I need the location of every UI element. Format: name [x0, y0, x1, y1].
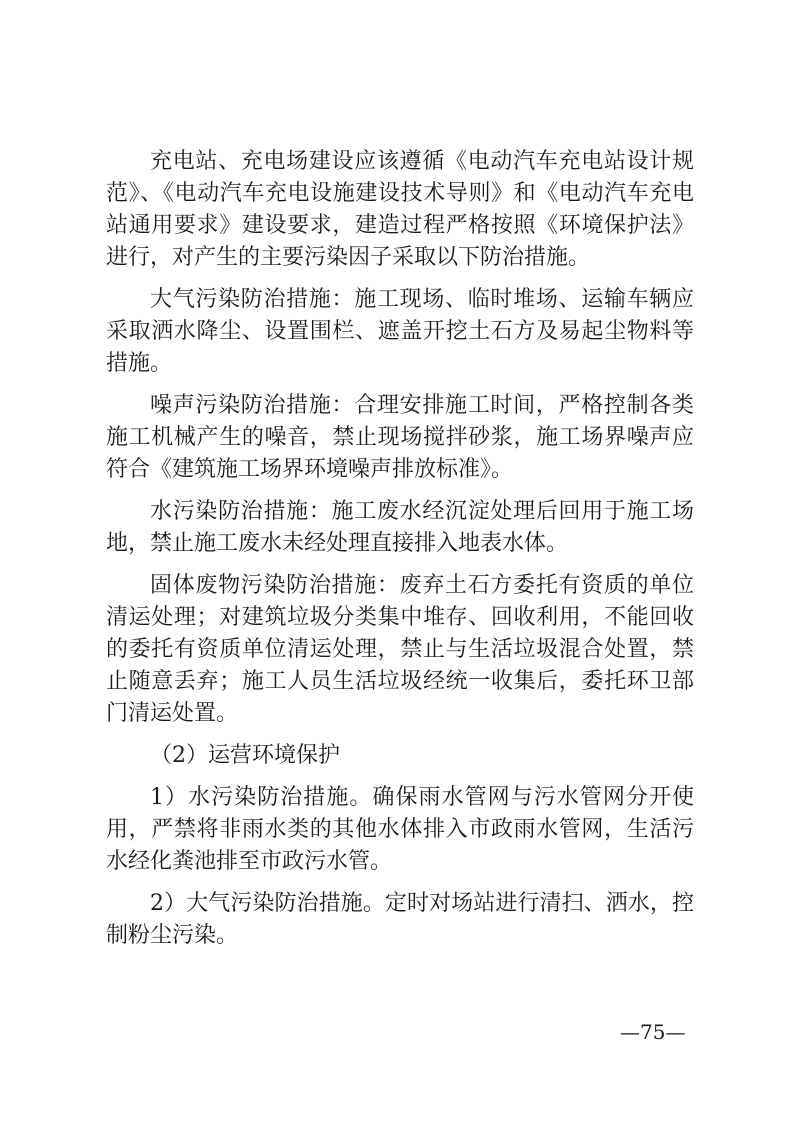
- page-number: —75—: [620, 1020, 686, 1044]
- paragraph-intro: 充电站、充电场建设应该遵循《电动汽车充电站设计规范》、《电动汽车充电设施建设技术导则》和《电动汽车充电站通用要求》建设要求，建造过程严格按照《环境保护法》进行，对产生的主要污染因子采取以下防治措施。: [106, 149, 694, 270]
- paragraph-solid-waste: 固体废物污染防治措施：废弃土石方委托有资质的单位清运处理；对建筑垃圾分类集中堆存、回收利用，不能回收的委托有资质单位清运处理，禁止与生活垃圾混合处置，禁止随意丢弃；施工人员生活垃圾经统一收集后，委托环卫部门清运处置。: [106, 573, 694, 726]
- paragraph-air-pollution: 大气污染防治措施：施工现场、临时堆场、运输车辆应采取洒水降尘、设置围栏、遮盖开挖土石方及易起尘物料等措施。: [106, 287, 694, 376]
- paragraph-operation-water: 1）水污染防治措施。确保雨水管网与污水管网分开使用，严禁将非雨水类的其他水体排入市政雨水管网，生活污水经化粪池排至市政污水管。: [106, 785, 694, 874]
- body-text: [106, 146, 694, 952]
- section-heading-operation: （2）运营环境保护: [150, 743, 340, 768]
- paragraph-noise-pollution: 噪声污染防治措施：合理安排施工时间，严格控制各类施工机械产生的噪音，禁止现场搅拌砂浆，施工场界噪声应符合《建筑施工场界环境噪声排放标准》。: [106, 393, 694, 482]
- paragraph-water-pollution: 水污染防治措施：施工废水经沉淀处理后回用于施工场地，禁止施工废水未经处理直接排入地表水体。: [106, 499, 694, 556]
- paragraph-operation-air: 2）大气污染防治措施。定时对场站进行清扫、洒水，控制粉尘污染。: [106, 891, 694, 948]
